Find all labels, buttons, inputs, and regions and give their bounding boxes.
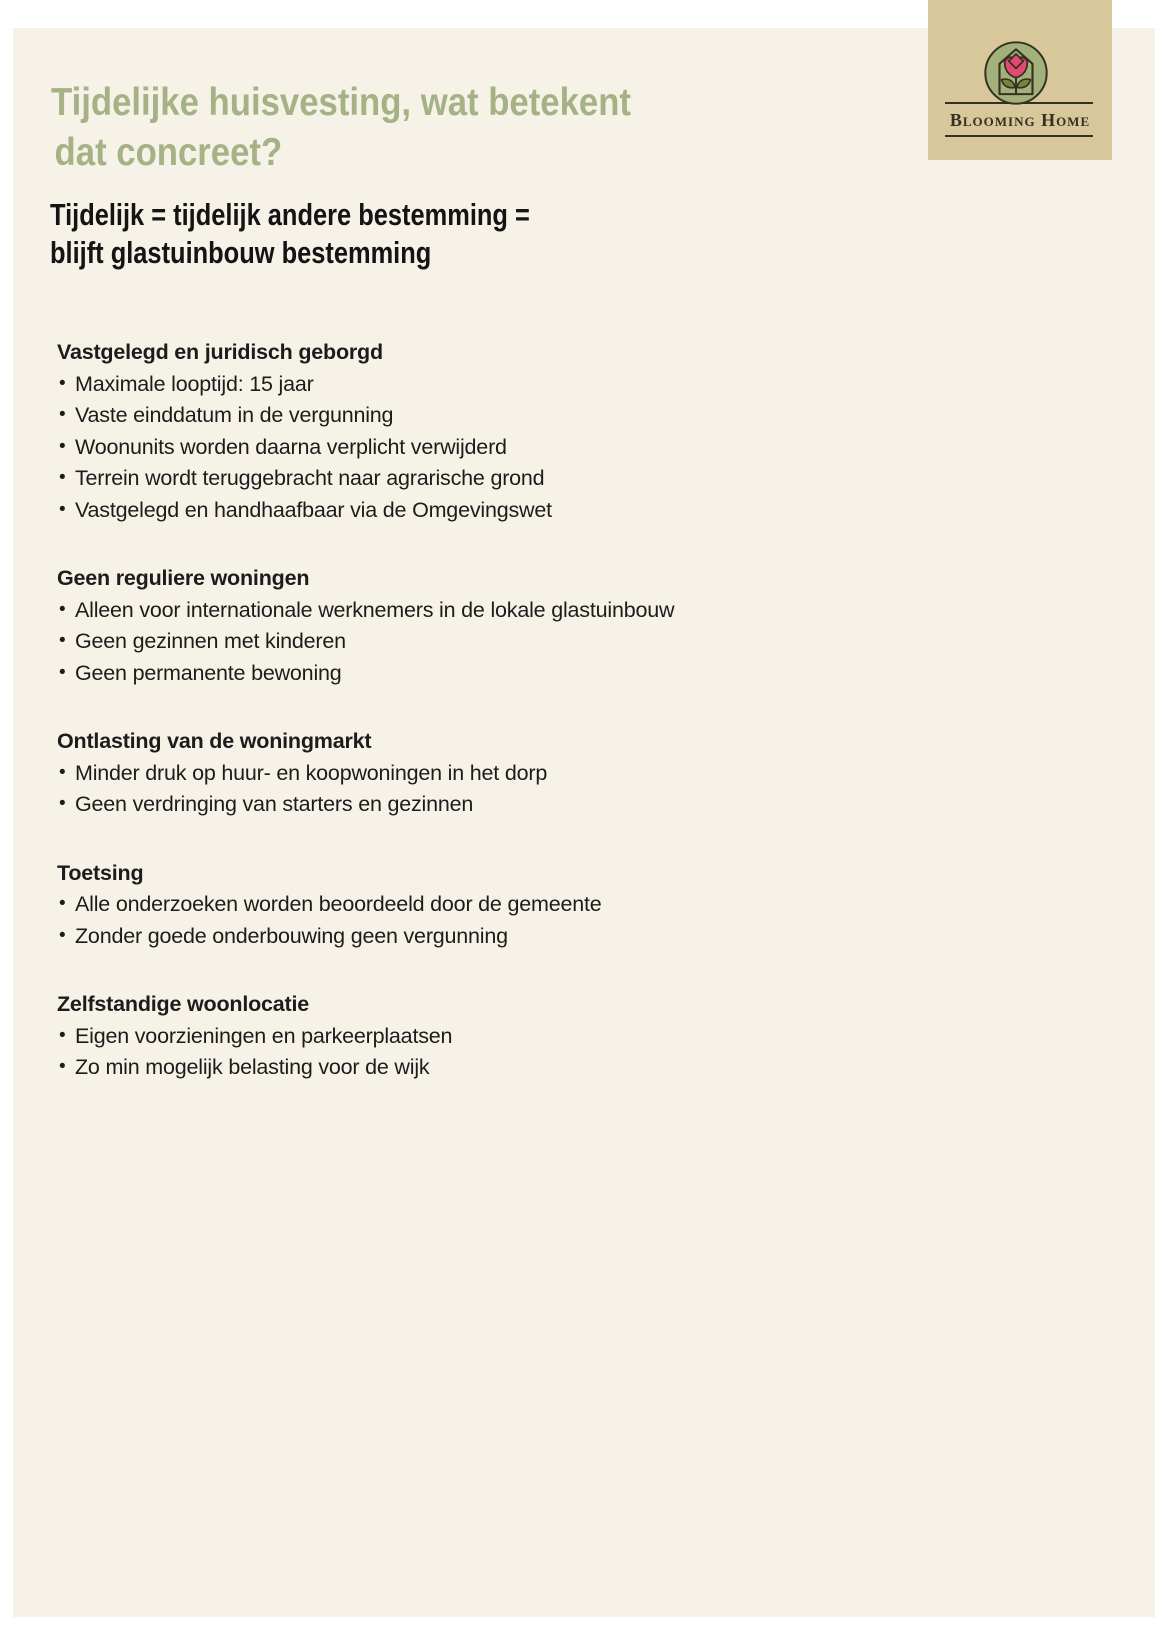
list-item: • Terrein wordt teruggebracht naar agrarische grond xyxy=(57,463,857,495)
logo-rule-bottom xyxy=(945,135,1093,137)
list-item: • Alle onderzoeken worden beoordeeld door de gemeente xyxy=(57,889,857,921)
blooming-home-logo xyxy=(928,0,1112,160)
tulip-house-icon xyxy=(983,40,1049,106)
section-zelfstandige-woonlocatie xyxy=(57,989,857,1084)
content-sections xyxy=(57,337,857,1121)
page-subtitle xyxy=(50,196,530,272)
list-item: • Minder druk op huur- en koopwoningen in het dorp xyxy=(57,758,857,790)
section-heading: Toetsing xyxy=(57,860,144,885)
section-toetsing xyxy=(57,858,857,953)
page-title-line-2: dat concreet? xyxy=(54,131,283,174)
list-item: • Vastgelegd en handhaafbaar via de Omgevingswet xyxy=(57,495,857,527)
page-subtitle-line-1: Tijdelijk = tijdelijk andere bestemming = xyxy=(50,197,530,232)
section-heading: Zelfstandige woonlocatie xyxy=(57,992,310,1016)
list-item: • Maximale looptijd: 15 jaar xyxy=(57,369,857,401)
bullet-list xyxy=(57,758,857,821)
section-geen-reguliere-woningen xyxy=(57,563,857,689)
bullet-list xyxy=(57,1021,857,1084)
list-item: • Geen permanente bewoning xyxy=(57,658,857,690)
list-item: • Alleen voor internationale werknemers in de lokale glastuinbouw xyxy=(57,595,857,627)
page-title xyxy=(51,78,631,178)
page-title-line-1: Tijdelijke huisvesting, wat betekent xyxy=(51,81,631,124)
list-item: • Eigen voorzieningen en parkeerplaatsen xyxy=(57,1021,857,1053)
section-heading: Geen reguliere woningen xyxy=(57,566,310,590)
section-vastgelegd xyxy=(57,337,857,526)
bullet-list xyxy=(57,369,857,527)
section-heading: Vastgelegd en juridisch geborgd xyxy=(57,340,383,364)
page-subtitle-line-2: blijft glastuinbouw bestemming xyxy=(50,235,432,270)
brand-name: Blooming Home xyxy=(949,110,1091,130)
bullet-list xyxy=(57,595,857,690)
list-item: • Woonunits worden daarna verplicht verwijderd xyxy=(57,432,857,464)
list-item: • Zonder goede onderbouwing geen vergunning xyxy=(57,921,857,953)
section-heading: Ontlasting van de woningmarkt xyxy=(57,729,372,753)
list-item: • Geen gezinnen met kinderen xyxy=(57,626,857,658)
list-item: • Vaste einddatum in de vergunning xyxy=(57,400,857,432)
list-item: • Geen verdringing van starters en gezinnen xyxy=(57,789,857,821)
list-item: • Zo min mogelijk belasting voor de wijk xyxy=(57,1052,857,1084)
section-ontlasting-woningmarkt xyxy=(57,726,857,821)
bullet-list xyxy=(57,889,857,952)
